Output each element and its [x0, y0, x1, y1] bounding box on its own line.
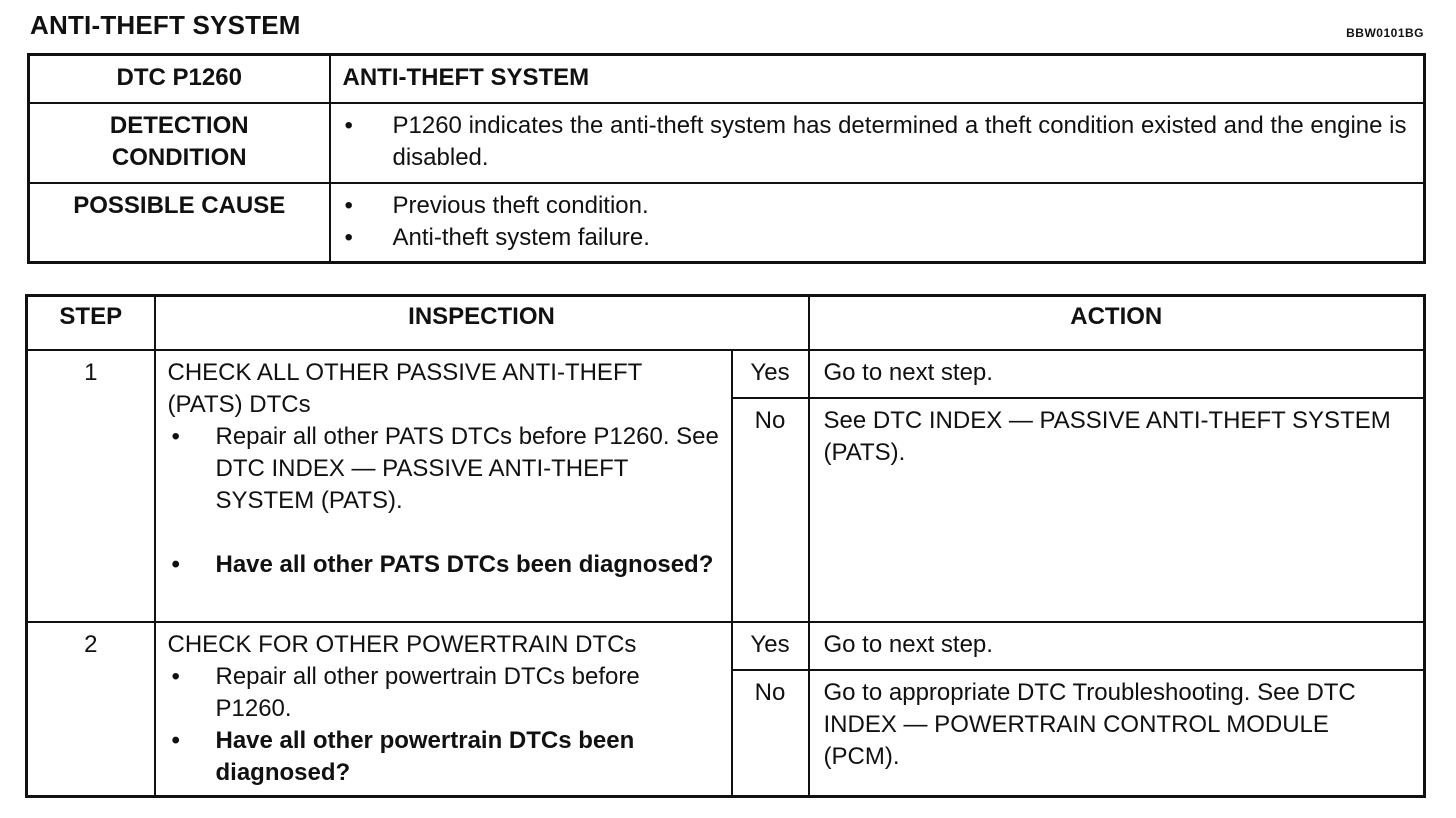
possible-cause-item: • Anti-theft system failure. — [343, 222, 1412, 254]
inspection-steps-table — [25, 294, 1426, 798]
detection-label-line1: DETECTION — [109, 111, 249, 139]
dtc-code-label: DTC P1260 — [29, 55, 330, 103]
possible-cause-label: POSSIBLE CAUSE — [29, 183, 330, 263]
yes-action: Go to next step. — [809, 622, 1425, 670]
action-header: ACTION — [809, 296, 1425, 351]
detection-condition-text: • P1260 indicates the anti-theft system has determined a theft condition existed and the engine is disabled. — [343, 110, 1412, 174]
possible-cause-content — [330, 183, 1425, 263]
step-title: CHECK FOR OTHER POWERTRAIN DTCs — [167, 631, 637, 658]
step-number: 2 — [27, 622, 155, 796]
no-label: No — [732, 670, 809, 796]
detection-condition-label — [29, 103, 330, 183]
step-header: STEP — [27, 296, 155, 351]
dtc-summary-table — [27, 53, 1426, 264]
inspection-header: INSPECTION — [155, 296, 809, 351]
step-title: CHECK ALL OTHER PASSIVE ANTI-THEFT (PATS) DTCs — [167, 359, 642, 418]
no-action: See DTC INDEX — PASSIVE ANTI-THEFT SYSTEM (PATS). — [809, 398, 1425, 622]
yes-label: Yes — [732, 622, 809, 670]
step-instruction: • Repair all other PATS DTCs before P1260. See DTC INDEX — PASSIVE ANTI-THEFT SYSTEM (PATS). — [168, 421, 721, 517]
document-code: BBW0101BG — [1346, 26, 1424, 40]
no-action: Go to appropriate DTC Troubleshooting. See DTC INDEX — POWERTRAIN CONTROL MODULE (PCM). — [809, 670, 1425, 796]
step-inspection — [155, 622, 732, 796]
detection-condition-content — [330, 103, 1425, 183]
yes-label: Yes — [732, 350, 809, 398]
step-question: • Have all other PATS DTCs been diagnosed? — [168, 549, 721, 581]
detection-label-line2: CONDITION — [111, 143, 247, 171]
dtc-name: ANTI-THEFT SYSTEM — [330, 55, 1425, 103]
step-inspection — [155, 350, 732, 622]
yes-action: Go to next step. — [809, 350, 1425, 398]
no-label: No — [732, 398, 809, 622]
step-question: • Have all other powertrain DTCs been diagnosed? — [168, 725, 721, 789]
page-title: ANTI-THEFT SYSTEM — [30, 10, 301, 40]
possible-cause-item: • Previous theft condition. — [343, 190, 1412, 222]
step-instruction: • Repair all other powertrain DTCs before P1260. — [168, 661, 721, 725]
step-number: 1 — [27, 350, 155, 622]
